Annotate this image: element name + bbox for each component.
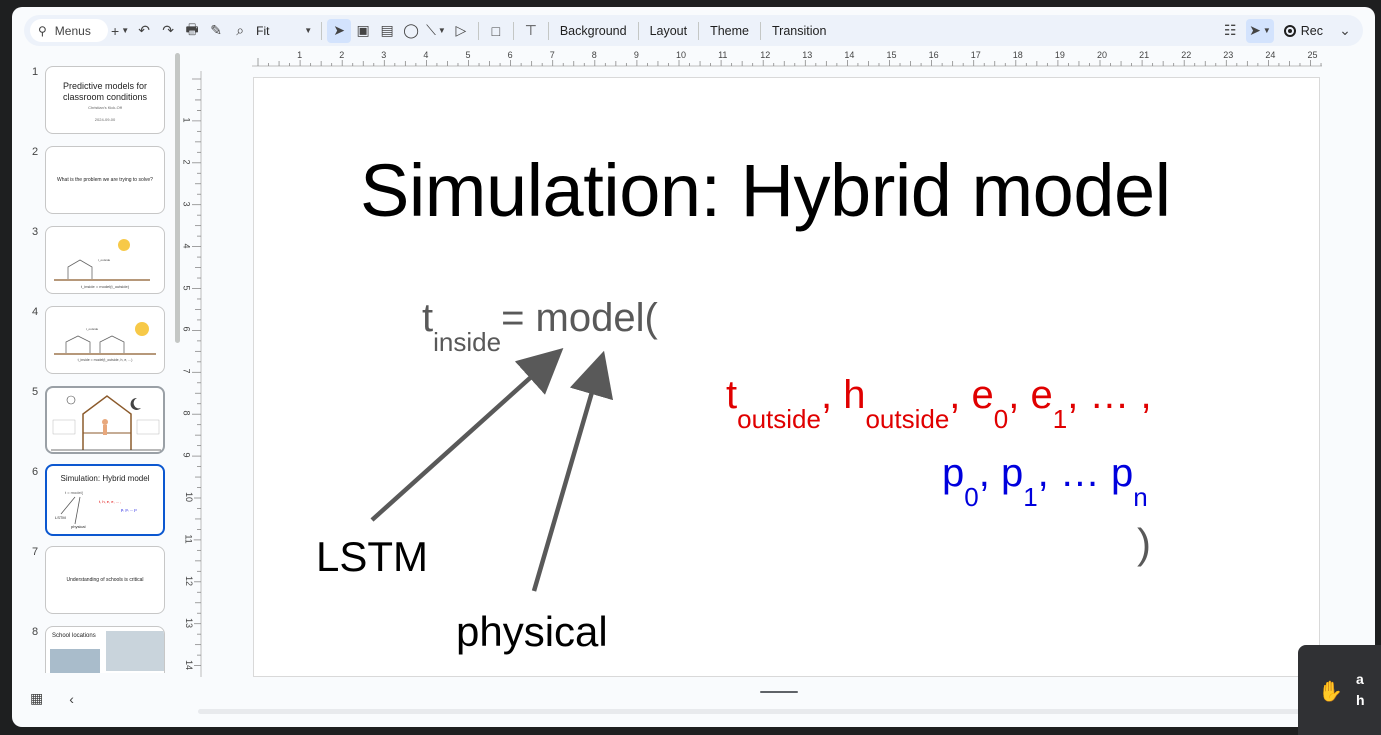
image-button[interactable]: ▤ [380,22,394,38]
chevron-down-icon: ▼ [121,26,130,35]
ruler-label: 13 [802,50,813,60]
slide-number: 4 [31,306,39,318]
arg-t: t [726,373,738,417]
ruler-label: 21 [1139,50,1150,60]
line-button[interactable]: ⟍ ▼ [426,22,446,38]
arg-outside-subscript: outside [865,404,950,434]
slide-number: 2 [31,146,39,158]
physical-label[interactable]: physical [456,608,608,655]
print-button[interactable]: 🖶 [185,20,199,37]
ruler-label: 9 [633,50,639,60]
horizontal-scrollbar[interactable] [198,709,1358,714]
thumbnail-frame-selected[interactable] [45,464,165,536]
thumb-label: t_outside [86,327,99,331]
ruler-label: 18 [1012,50,1023,60]
thumbnail-frame[interactable] [45,66,165,134]
ruler-label: 3 [181,201,192,207]
thumb-subtitle: Christian's Kick-Off [88,105,122,110]
video-button[interactable]: ▷ [455,22,467,38]
ruler-label: 25 [1307,50,1318,60]
lstm-arrow [372,360,550,520]
menus-search[interactable] [30,19,108,42]
thumbnail-frame[interactable] [45,306,165,374]
ruler-label: 2 [181,159,192,165]
slide-filmstrip [12,53,195,673]
add-image-icon[interactable]: ☷ [1223,22,1237,38]
toast-line-1: a [1356,671,1364,687]
slide-thumbnail-1[interactable] [12,66,182,138]
text-box-button[interactable]: ▣ [356,22,370,38]
thumb-red-args: t, h, e, e, ... , [99,499,122,504]
layout-button[interactable]: Layout [649,23,688,38]
redo-button[interactable]: ↷ [162,22,174,38]
shape-button[interactable]: ◯ [403,22,419,38]
model-equation[interactable] [422,296,658,357]
eq-model: = model( [501,296,658,340]
toast-line-2: h [1356,692,1365,708]
ruler-label: 4 [181,243,192,249]
thumbnail-frame[interactable] [45,626,165,673]
ruler-label: 3 [381,50,387,60]
param-p: , p [978,451,1024,495]
slide-thumbnail-2[interactable] [12,146,182,218]
select-tool-button[interactable]: ➤ [327,19,351,43]
thumb-title: School locations [52,633,96,639]
toolbar-divider [513,22,514,40]
arg-e: , e [949,373,994,417]
param-subscript-0: 0 [964,482,979,512]
toolbar-divider [321,22,322,40]
input-args-red[interactable] [726,373,1152,434]
ruler-label: 4 [423,50,429,60]
ruler-label: 9 [181,452,192,458]
rec-button[interactable] [1278,24,1329,38]
collapse-toolbar-button[interactable]: ⌄ [1339,22,1351,38]
lstm-label[interactable]: LSTM [316,533,429,580]
chevron-down-icon: ▼ [437,26,446,35]
chevron-down-icon: ▼ [304,26,313,35]
arg-outside-subscript: outside [737,404,821,434]
thumbnail-frame[interactable] [45,146,165,214]
chevron-down-icon: ▼ [1262,26,1271,35]
ruler-label: 23 [1223,50,1234,60]
thumb-blue-args: p, p, ... p [121,507,137,512]
toolbar-divider [548,22,549,40]
ruler-label: 12 [184,575,195,586]
ruler-label: 6 [181,326,192,332]
ruler-label: 16 [928,50,939,60]
comment-button[interactable]: □ [491,22,501,39]
thumb-lstm: LSTM [55,515,66,520]
ruler-label: 6 [507,50,513,60]
zoom-select[interactable] [252,24,316,38]
filmstrip-controls [30,690,74,707]
param-subscript-n: n [1133,482,1148,512]
slide-number: 3 [31,226,39,238]
ruler-label: 8 [591,50,597,60]
slide-number: 6 [31,466,39,478]
slide-thumbnail-4[interactable] [12,306,182,378]
ruler-label: 11 [718,50,728,60]
pointer-button[interactable]: ➤ ▼ [1246,19,1274,43]
ruler-label: 10 [184,491,195,503]
param-p: p [942,451,965,495]
thumb-map-image [106,631,164,671]
rec-label: Rec [1300,23,1323,38]
toolbar-divider [638,22,639,40]
ruler-label: 5 [181,284,192,291]
thumb-date: 2024-09-00 [94,117,116,122]
slide-thumbnail-5[interactable] [12,386,182,458]
speaker-notes-handle[interactable] [760,691,798,693]
thumb-equation: t_inside = model(t_outside) [80,284,130,289]
ruler-label: 22 [1181,50,1192,60]
new-slide-button[interactable]: + ▼ [111,22,130,39]
ruler-label: 8 [181,410,192,416]
thumb-title: Understanding of schools is critical [66,577,144,583]
thumb-title: What is the problem we are trying to solve? [57,177,153,183]
ruler-label: 1 [297,50,303,60]
slide-number: 7 [31,546,39,558]
eq-inside-subscript: inside [433,327,502,357]
thumb-houses-illustration [46,307,165,374]
arg-e: , e [1008,373,1053,417]
transition-button[interactable]: Transition [772,23,827,38]
thumb-eq: t = model( [65,490,83,495]
thumbnail-frame[interactable] [45,386,165,454]
slide-number: 1 [31,66,39,78]
param-subscript-1: 1 [1023,482,1038,512]
slide-thumbnail-8[interactable] [12,626,182,673]
collapse-panel-icon[interactable]: ‹ [69,690,74,707]
toast-text [1356,669,1365,711]
undo-button[interactable]: ↶ [138,22,150,38]
arg-subscript-0: 0 [993,404,1009,434]
toolbar-divider [760,22,761,40]
notification-toast[interactable] [1298,645,1381,735]
ruler-label: 11 [183,534,194,544]
ruler-label: 2 [339,50,345,60]
grid-view-icon[interactable]: ▦ [30,690,44,706]
slide-number: 8 [31,626,39,638]
search-icon: ⚲ [38,23,47,38]
param-ellipsis: , … p [1037,451,1134,495]
parameter-args-blue[interactable] [942,451,1148,512]
thumbnail-frame[interactable] [45,226,165,294]
ruler-label: 15 [886,50,897,60]
thumb-title: Predictive models for classroom conditions [62,81,148,102]
app-window [12,7,1375,727]
ruler-label: 10 [676,50,687,60]
toolbar [24,15,1363,46]
eq-t: t [422,296,434,340]
paint-format-button[interactable]: ✎ [210,22,222,38]
slide-thumbnail-3[interactable] [12,226,182,298]
hand-icon: ✋ [1318,681,1343,703]
ruler-label: 20 [1097,50,1108,60]
ruler-label: 7 [181,368,192,374]
ruler-label: 13 [184,617,195,628]
background-button[interactable]: Background [559,23,627,38]
slide-thumbnail-6[interactable] [12,466,182,538]
ruler-label: 19 [1054,50,1065,60]
slide-thumbnail-7[interactable] [12,546,182,618]
thumbnail-frame[interactable] [45,546,165,614]
ruler-label: 1 [181,117,192,123]
thumb-map-image [50,649,100,673]
ruler-label: 12 [760,50,771,60]
ruler-label: 5 [465,50,471,60]
zoom-icon[interactable]: ⌕ [236,22,245,38]
thumb-arrows [47,466,165,536]
zoom-value: Fit [256,23,270,38]
slide-title[interactable]: Simulation: Hybrid model [360,149,1171,232]
thumb-title: Simulation: Hybrid model [60,474,150,483]
arg-ellipsis: , … , [1067,373,1152,417]
thumb-equation: t_inside = model(t_outside, h, e, ...) [77,358,133,362]
text-format-button[interactable]: ⊤ [524,22,537,38]
ruler-label: 24 [1265,50,1276,60]
theme-button[interactable]: Theme [710,23,749,38]
closing-paren[interactable]: ) [1137,520,1151,567]
ruler-label: 14 [844,50,855,60]
ruler-label: 17 [970,50,981,60]
ruler-label: 14 [184,659,195,670]
toolbar-right [1218,19,1357,43]
ruler-label: 7 [549,50,555,60]
arg-subscript-1: 1 [1052,404,1068,434]
thumb-diagram-illustration [47,388,165,454]
thumb-physical: physical [71,524,86,529]
slide-number: 5 [31,386,39,398]
record-icon [1284,25,1296,37]
thumb-label: t_outside [98,258,111,262]
toolbar-divider [478,22,479,40]
menus-label: Menus [54,23,91,38]
slide-canvas[interactable] [253,77,1320,677]
physical-arrow [534,368,599,591]
arg-h: , h [820,373,866,417]
toolbar-divider [698,22,699,40]
